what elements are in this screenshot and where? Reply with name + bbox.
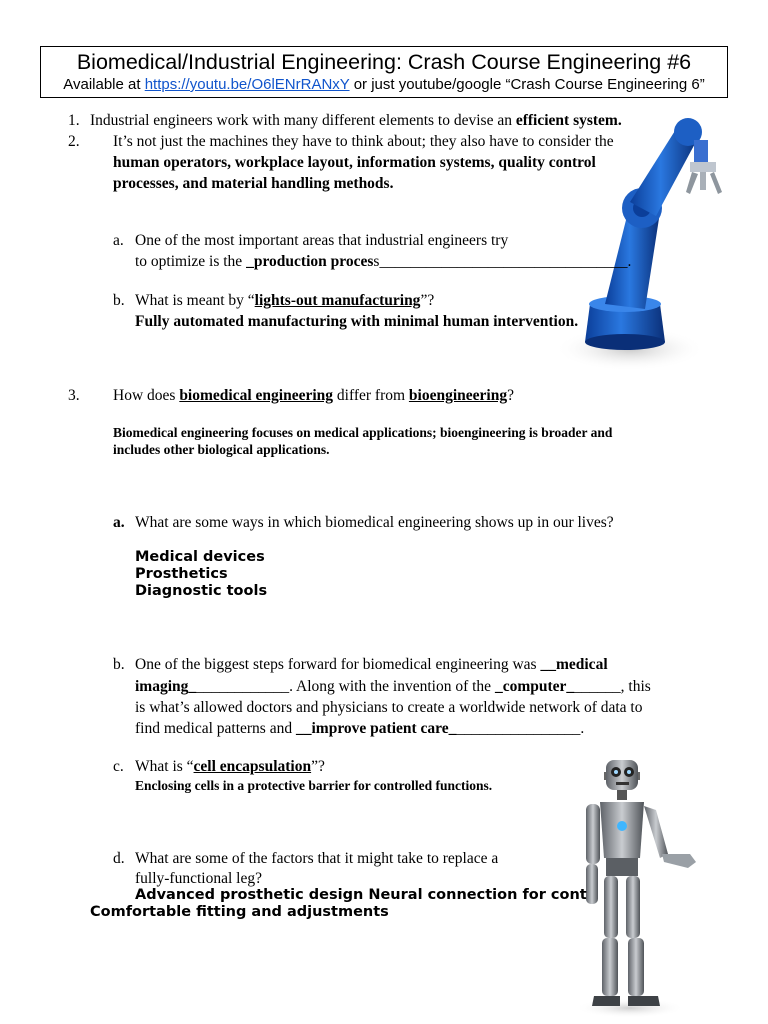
- q3d-answer-2: Comfortable fitting and adjustments: [90, 904, 389, 920]
- q1-number: 1.: [68, 112, 80, 129]
- q3b-prefix: One of the biggest steps forward for biomedical engineering was: [135, 656, 541, 673]
- q3d-line2: fully-functional leg?: [135, 870, 262, 887]
- q2a-blank: s________________________________.: [373, 253, 632, 270]
- q1-answer: efficient system.: [515, 112, 622, 129]
- q3b-blank: ____________. Along with the invention of the: [196, 678, 495, 695]
- q3-answer-line1: Biomedical engineering focuses on medical applications; bioengineering is broader and: [113, 425, 613, 440]
- q1-question: Industrial engineers work with many different elements to devise an: [90, 112, 516, 129]
- available-prefix: Available at: [63, 76, 145, 93]
- q2b-label: b.: [113, 292, 125, 309]
- q3c-answer: Enclosing cells in a protective barrier for controlled functions.: [135, 778, 493, 793]
- q3b-answer2: _computer_: [494, 678, 575, 695]
- page-title: Biomedical/Industrial Engineering: Crash Course Engineering #6: [76, 50, 692, 74]
- q3-suffix: ?: [507, 387, 514, 404]
- q2b-answer: Fully automated manufacturing with minimal human intervention.: [135, 313, 579, 330]
- q2b-question: [135, 290, 434, 311]
- q3c-term: cell encapsulation: [193, 758, 312, 775]
- robot-image: [578, 758, 708, 1020]
- q3-term2: bioengineering: [408, 387, 508, 404]
- q3b-answer1: __medical: [540, 656, 608, 673]
- q3b-l4-prefix: find medical patterns and: [135, 720, 296, 737]
- available-suffix: or just youtube/google “Crash Course Engineering 6”: [349, 76, 705, 93]
- q3b-suffix: ______, this: [574, 678, 651, 695]
- q2a-label: a.: [113, 232, 124, 249]
- q2b-suffix: ”?: [420, 292, 435, 309]
- q3b-line1: [135, 654, 608, 675]
- q2a-answer: _production proces: [246, 253, 374, 270]
- q3-question: [113, 385, 514, 406]
- q2-number: 2.: [68, 133, 80, 150]
- q3-prefix: How does: [113, 387, 180, 404]
- q3b-answer3: __improve patient care_: [295, 720, 457, 737]
- title-box: [40, 46, 728, 98]
- q3c-prefix: What is “: [135, 758, 194, 775]
- q2-line1: It’s not just the machines they have to think about; they also have to consider the: [113, 133, 614, 150]
- q3b-answer1-cont: imaging_: [135, 678, 197, 695]
- q3d-answer-1: Advanced prosthetic design Neural connection for cont: [135, 887, 587, 903]
- q3b-line3: is what’s allowed doctors and physicians to create a worldwide network of data to: [135, 699, 643, 716]
- q3c-question: [135, 756, 325, 777]
- q3b-line4: [135, 718, 584, 739]
- q2-answer-line2: processes, and material handling methods.: [113, 175, 394, 192]
- q2-answer-line1: human operators, workplace layout, information systems, quality control: [113, 154, 596, 171]
- q3-term1: biomedical engineering: [179, 387, 334, 404]
- q3a-label: a.: [113, 514, 125, 531]
- q3c-label: c.: [113, 758, 124, 775]
- q3-number: 3.: [68, 387, 80, 404]
- q3-middle: differ from: [333, 387, 409, 404]
- q3a-question: What are some ways in which biomedical engineering shows up in our lives?: [135, 514, 614, 531]
- q3c-suffix: ”?: [311, 758, 325, 775]
- q3d-label: d.: [113, 850, 125, 867]
- q2b-term: lights-out manufacturing: [254, 292, 421, 309]
- q3b-label: b.: [113, 656, 125, 673]
- q2a-prefix: to optimize is the: [135, 253, 247, 270]
- video-link[interactable]: https://youtu.be/O6lENrRANxY: [144, 76, 350, 93]
- q3b-l4-suffix: ________________.: [456, 720, 585, 737]
- q3-answer-line2: includes other biological applications.: [113, 442, 330, 457]
- subtitle: [41, 75, 727, 94]
- q3d-line1: What are some of the factors that it might take to replace a: [135, 850, 499, 867]
- q3b-line2: [135, 676, 651, 697]
- q3a-answer-2: Prosthetics: [135, 566, 228, 582]
- q2b-prefix: What is meant by “: [135, 292, 255, 309]
- q3a-answer-1: Medical devices: [135, 549, 265, 565]
- q2a-line1: One of the most important areas that industrial engineers try: [135, 232, 509, 249]
- q2a-line2: [135, 251, 631, 272]
- q3a-answer-3: Diagnostic tools: [135, 583, 268, 599]
- q1-text: [90, 110, 622, 131]
